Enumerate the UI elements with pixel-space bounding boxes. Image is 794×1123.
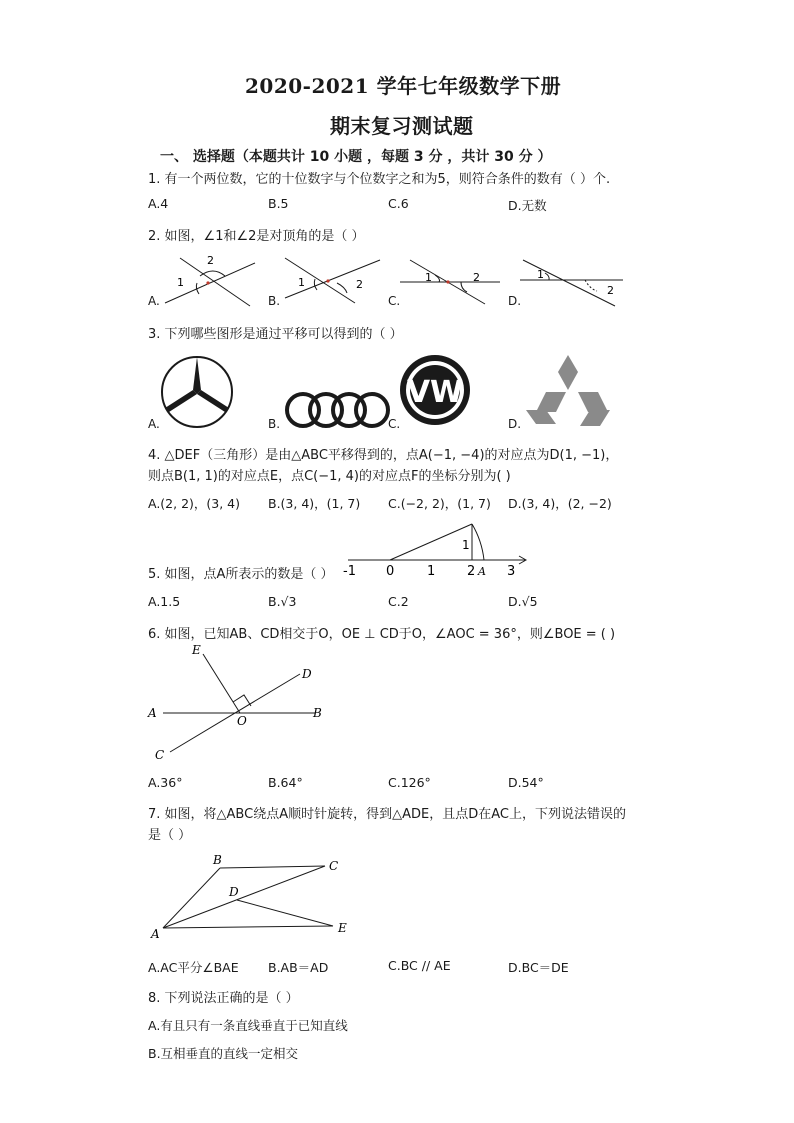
q2a-angle-2-arc — [200, 271, 225, 276]
q7-side-ac — [163, 866, 325, 928]
q1-option-b: B.5 — [268, 196, 289, 211]
q6-label-e: E — [192, 643, 201, 657]
q3-option-a: A. — [148, 417, 160, 431]
q7-option-b: B.AB＝AD — [268, 960, 329, 975]
q2b-line-1 — [285, 258, 355, 303]
q2a-angle-2-label: 2 — [207, 254, 214, 267]
q3-figures — [145, 350, 615, 432]
q6-option-a: A.36° — [148, 775, 183, 790]
q6-label-d: D — [302, 667, 312, 681]
q7-option-c: C.BC // AE — [388, 958, 451, 973]
q6-figure — [145, 640, 345, 765]
q7-side-de — [237, 900, 333, 926]
q4-option-d: D.(3, 4)，(2, −2) — [508, 496, 612, 511]
q3d-three-diamonds-logo — [526, 355, 610, 426]
q7-side-ab — [163, 868, 220, 928]
q5-tick-2: 2 — [467, 564, 476, 579]
q6-option-b: B.64° — [268, 775, 303, 790]
q5-tick-3: 3 — [507, 564, 516, 579]
q6-label-a: A — [148, 706, 157, 720]
q3c-vw-letters: VW — [406, 375, 464, 410]
q2c-angle-1-label: 1 — [425, 271, 432, 284]
q2b-angle-1-label: 1 — [298, 276, 305, 289]
q2a-line-2 — [180, 258, 250, 306]
q6-label-o: O — [237, 714, 247, 728]
q7-option-d: D.BC＝DE — [508, 960, 569, 975]
q5-tick-1: 1 — [427, 564, 436, 579]
q5-height-label: 1 — [462, 538, 470, 552]
q3-option-c: C. — [388, 417, 401, 431]
q7-label-b: B — [213, 853, 222, 867]
q7-label-e: E — [338, 921, 347, 935]
q2c-vertex-dot — [446, 280, 449, 283]
q1-option-c: C.6 — [388, 196, 409, 211]
q7-label-a: A — [151, 927, 160, 941]
q5-option-a: A.1.5 — [148, 594, 181, 609]
q6-ray-oe — [203, 654, 240, 713]
q7-label-d: D — [229, 885, 239, 899]
q2-option-a: A. — [148, 294, 160, 308]
q2b-angle-1-arc — [314, 279, 317, 290]
q1-option-a: A.4 — [148, 196, 169, 211]
q5-option-c: C.2 — [388, 594, 409, 609]
q1-stem: 1. 有一个两位数，它的十位数字与个位数字之和为5，则符合条件的数有（ ）个. — [148, 172, 611, 187]
q4-option-b: B.(3, 4)，(1, 7) — [268, 496, 361, 511]
q2a-angle-1-label: 1 — [177, 276, 184, 289]
q4-stem-line-1: 4. △DEF（三角形）是由△ABC平移得到的，点A(−1, −4)的对应点为D(1, −1)， — [148, 448, 619, 463]
q1-option-d: D.无数 — [508, 198, 547, 213]
q3-stem: 3. 下列哪些图形是通过平移可以得到的（ ） — [148, 327, 403, 342]
q2c-angle-2-label: 2 — [473, 271, 480, 284]
q4-stem-line-2: 则点B(1, 1)的对应点E，点C(−1, 4)的对应点F的坐标分别为( ) — [148, 469, 511, 484]
q5-option-d: D.√5 — [508, 594, 538, 609]
q7-figure — [145, 848, 365, 943]
q2-option-b: B. — [268, 294, 281, 308]
q5-hypotenuse — [390, 524, 472, 560]
q2-option-c: C. — [388, 294, 401, 308]
q2d-line-2 — [523, 260, 615, 306]
q5-point-a-label: A — [478, 565, 486, 578]
q5-option-b: B.√3 — [268, 594, 297, 609]
q2d-angle-1-label: 1 — [537, 268, 544, 281]
q7-stem-line-2: 是（ ） — [148, 828, 192, 843]
q7-label-c: C — [329, 859, 339, 873]
q6-label-c: C — [155, 748, 165, 762]
q2b-vertex-dot — [326, 279, 329, 282]
title-line-2: 期末复习测试题 — [330, 114, 474, 138]
q2-option-d: D. — [508, 294, 522, 308]
section-heading: 一、 选择题（本题共计 10 小题 ，每题 3 分 ，共计 30 分 ） — [160, 149, 552, 165]
q2-stem: 2. 如图，∠1和∠2是对顶角的是（ ） — [148, 229, 365, 244]
q6-right-angle-mark — [233, 695, 251, 706]
q6-option-c: C.126° — [388, 775, 431, 790]
q3c-vw-logo — [400, 355, 470, 425]
q2d-angle-2-arc — [585, 280, 597, 291]
q8-option-a: A.有且只有一条直线垂直于已知直线 — [148, 1018, 348, 1033]
q5-tick-neg1: -1 — [343, 564, 356, 579]
q6-label-b: B — [313, 706, 322, 720]
q6-option-d: D.54° — [508, 775, 544, 790]
q4-option-a: A.(2, 2)，(3, 4) — [148, 496, 241, 511]
q5-number-line-figure — [340, 518, 535, 580]
q5-compass-arc — [472, 524, 484, 560]
q4-option-c: C.(−2, 2)，(1, 7) — [388, 496, 491, 511]
q3b-four-rings-logo — [287, 394, 388, 426]
q8-option-b: B.互相垂直的直线一定相交 — [148, 1046, 299, 1061]
q3a-three-pointed-star-logo — [162, 357, 232, 427]
q2d-angle-2-label: 2 — [607, 284, 614, 297]
q7-stem-line-1: 7. 如图，将△ABC绕点A顺时针旋转，得到△ADE，且点D在AC上，下列说法错误的 — [148, 807, 626, 822]
q2d-angle-1-arc — [545, 273, 549, 280]
q3-option-b: B. — [268, 417, 281, 431]
q5-tick-0: 0 — [386, 564, 395, 579]
q2b-angle-2-arc — [337, 283, 347, 293]
q2b-angle-2-label: 2 — [356, 278, 363, 291]
q3-option-d: D. — [508, 417, 522, 431]
q5-stem: 5. 如图，点A所表示的数是（ ） — [148, 567, 334, 582]
q7-option-a: A.AC平分∠BAE — [148, 960, 239, 975]
q7-side-ae — [163, 926, 333, 928]
q2a-vertex-dot — [206, 281, 209, 284]
q2c-angle-1-arc — [435, 275, 440, 282]
title-line-1: 2020-2021 学年七年级数学下册 — [245, 74, 562, 98]
q8-stem: 8. 下列说法正确的是（ ） — [148, 991, 299, 1006]
q6-stem: 6. 如图，已知AB、CD相交于O，OE ⊥ CD于O，∠AOC = 36°，则∠BOE = ( ) — [148, 627, 616, 642]
q7-side-bc — [220, 866, 325, 868]
